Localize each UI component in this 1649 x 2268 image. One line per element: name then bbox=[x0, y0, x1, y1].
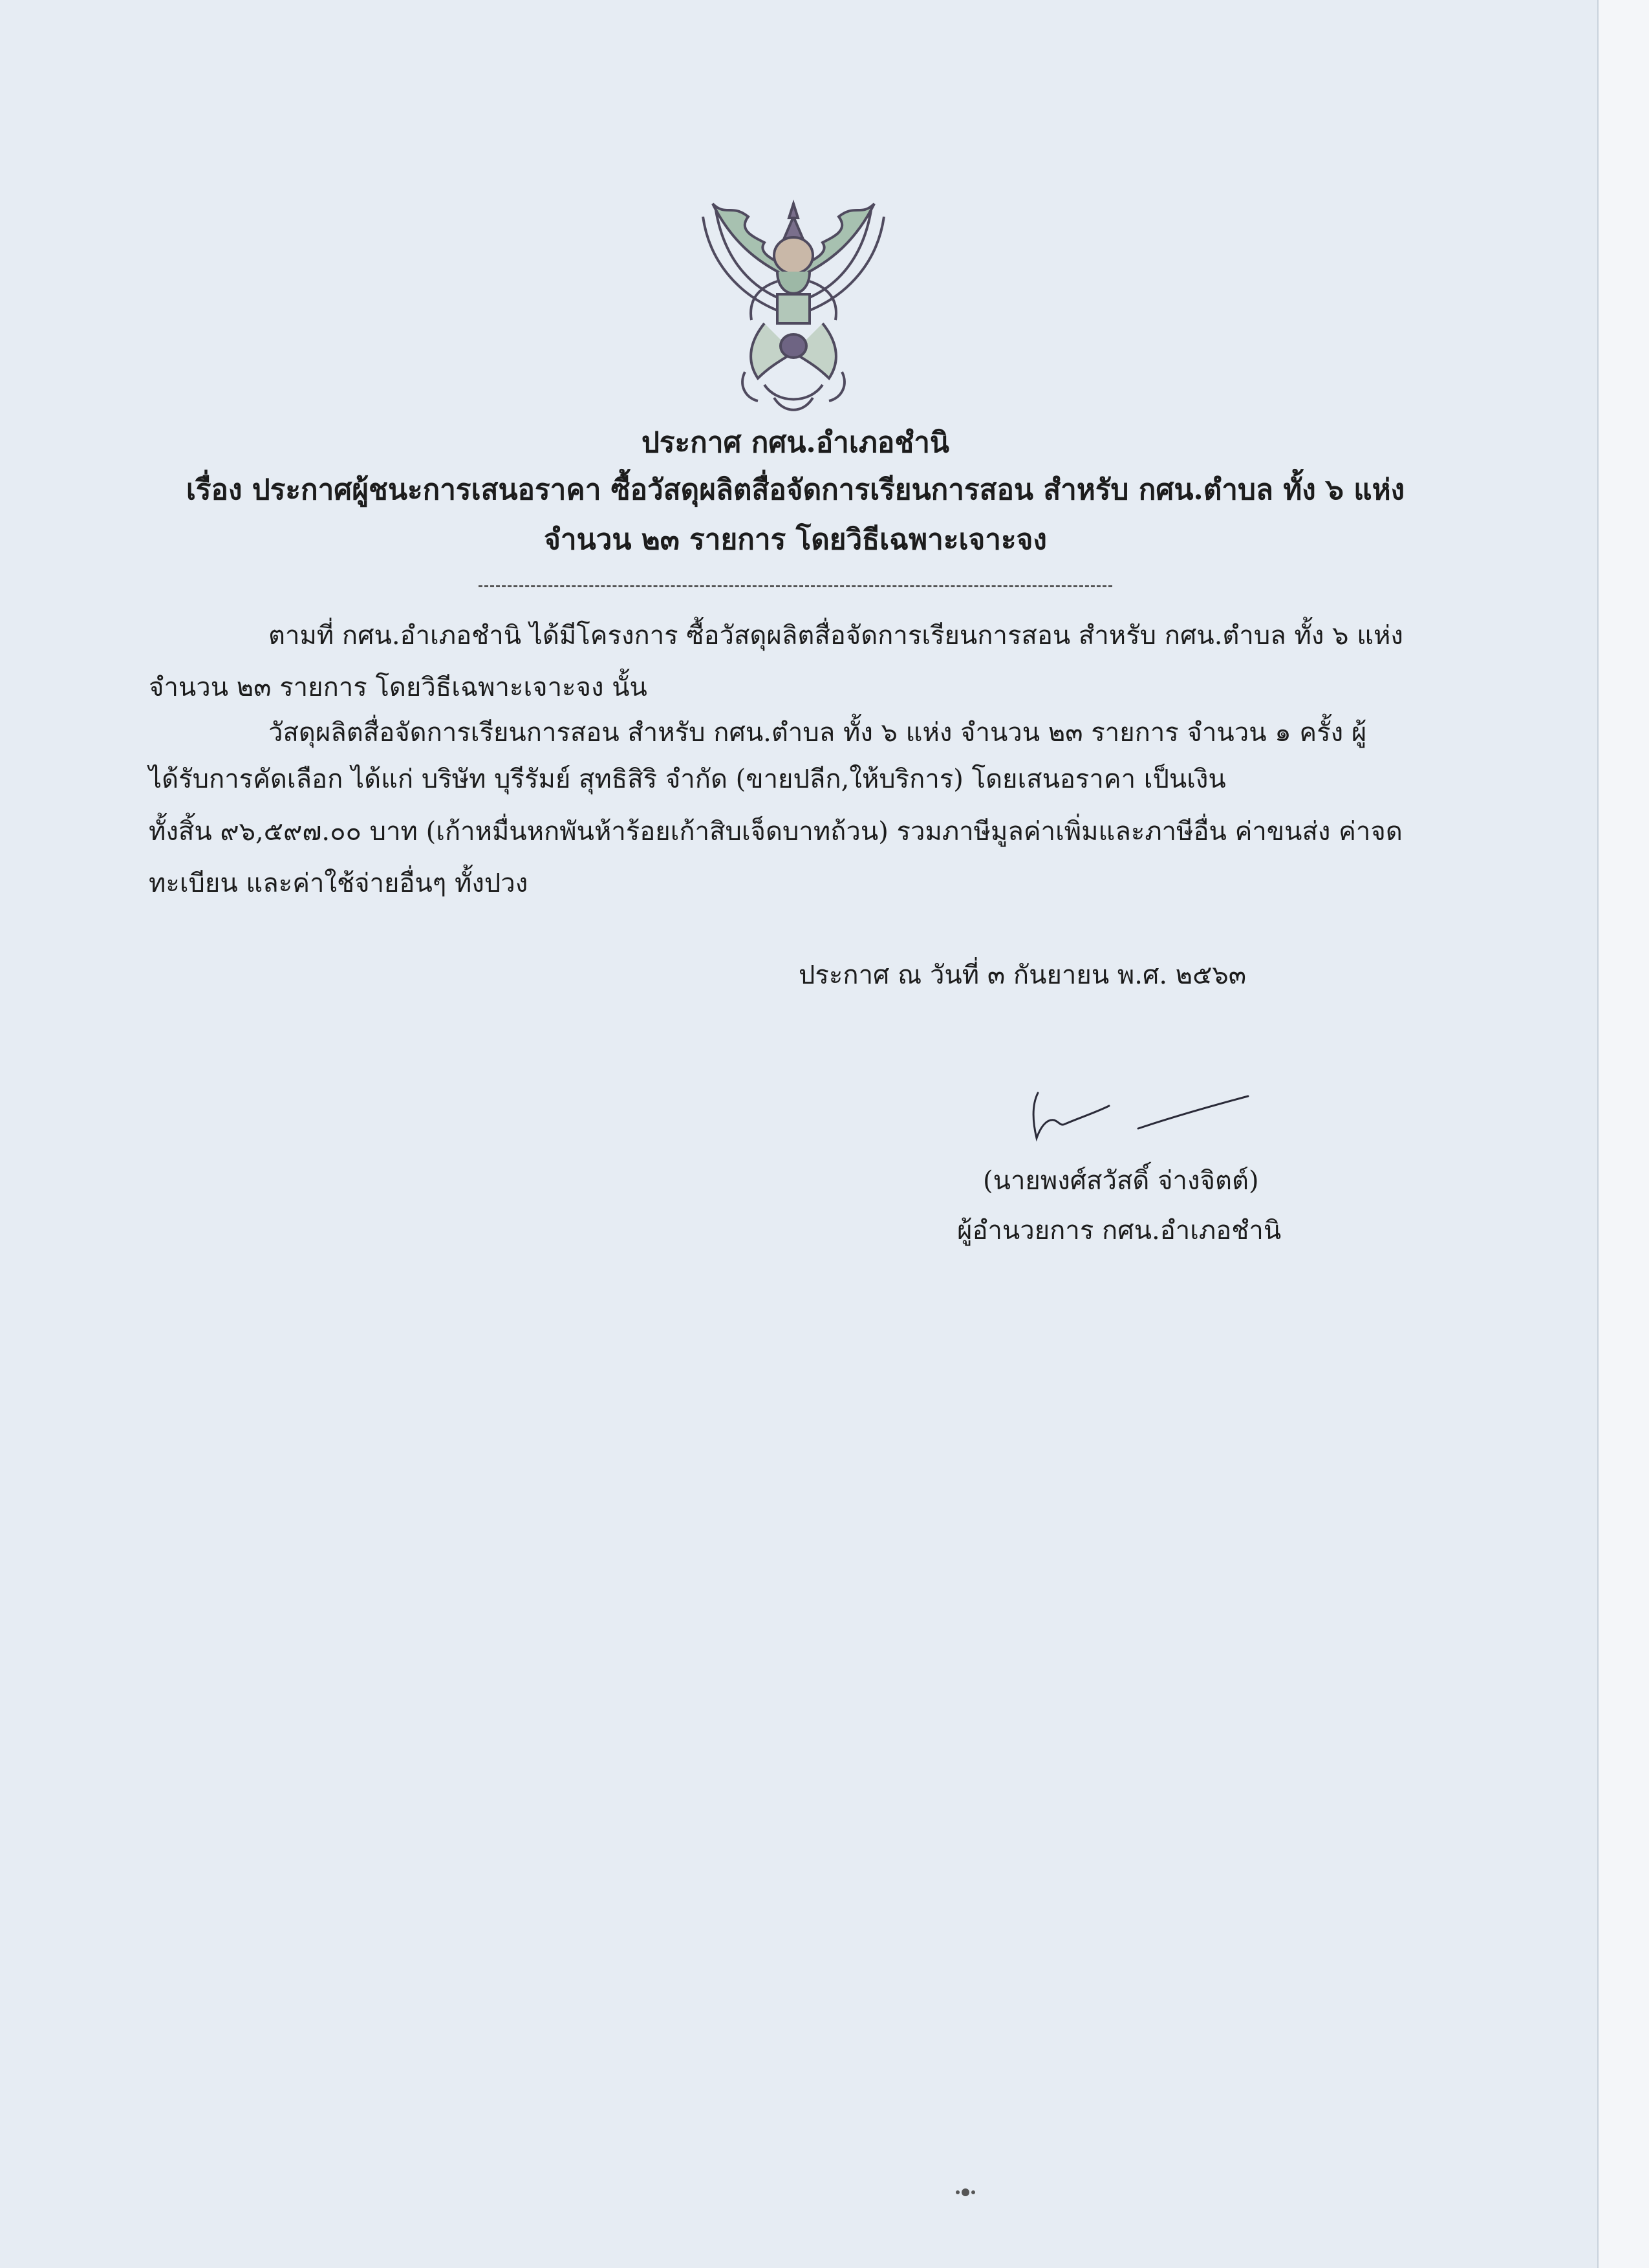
garuda-emblem-icon bbox=[687, 191, 900, 417]
body-paragraph-1-line-2: จำนวน ๒๓ รายการ โดยวิธีเฉพาะเจาะจง นั้น bbox=[149, 673, 647, 702]
announcement-subject: เรื่อง ประกาศผู้ชนะการเสนอราคา ซื้อวัสดุผลิตสื่อจัดการเรียนการสอน สำหรับ กศน.ตำบล ทั้ง ๖ แห่ง bbox=[186, 473, 1405, 506]
dashed-divider bbox=[479, 585, 1112, 587]
body-paragraph-2-line-3: ทั้งสิ้น ๙๖,๕๙๗.๐๐ บาท (เก้าหมื่นหกพันห้าร้อยเก้าสิบเจ็ดบาทถ้วน) รวมภาษีมูลค่าเพิ่มและภาษีอื่น ค่าขนส่ง ค่าจด bbox=[149, 817, 1403, 847]
announcement-subject-cont: จำนวน ๒๓ รายการ โดยวิธีเฉพาะเจาะจง bbox=[544, 523, 1047, 556]
body-paragraph-1-line-1: ตามที่ กศน.อำเภอชำนิ ได้มีโครงการ ซื้อวัสดุผลิตสื่อจัดการเรียนการสอน สำหรับ กศน.ตำบล ทั้ง ๖ แห่ง bbox=[268, 621, 1403, 651]
announcement-date: ประกาศ ณ วันที่ ๓ กันยายน พ.ศ. ๒๕๖๓ bbox=[799, 960, 1247, 990]
scanner-edge bbox=[1597, 0, 1649, 2268]
body-paragraph-2-line-1: วัสดุผลิตสื่อจัดการเรียนการสอน สำหรับ กศน.ตำบล ทั้ง ๖ แห่ง จำนวน ๒๓ รายการ จำนวน ๑ ครั้ง ผู้ bbox=[268, 718, 1367, 748]
announcement-title: ประกาศ กศน.อำเภอชำนิ bbox=[641, 426, 949, 459]
signatory-name: (นายพงศ์สวัสดิ์ จ่างจิตต์) bbox=[983, 1166, 1259, 1196]
signatory-position: ผู้อำนวยการ กศน.อำเภอชำนิ bbox=[957, 1216, 1282, 1246]
body-paragraph-2-line-4: ทะเบียน และค่าใช้จ่ายอื่นๆ ทั้งปวง bbox=[149, 869, 528, 898]
scan-mark-icon bbox=[953, 2183, 978, 2202]
body-paragraph-2-line-2: ได้รับการคัดเลือก ได้แก่ บริษัท บุรีรัมย์ สุทธิสิริ จำกัด (ขายปลีก,ให้บริการ) โดยเสนอราคา เป็นเงิน bbox=[149, 764, 1226, 794]
handwritten-signature bbox=[1025, 1086, 1258, 1158]
